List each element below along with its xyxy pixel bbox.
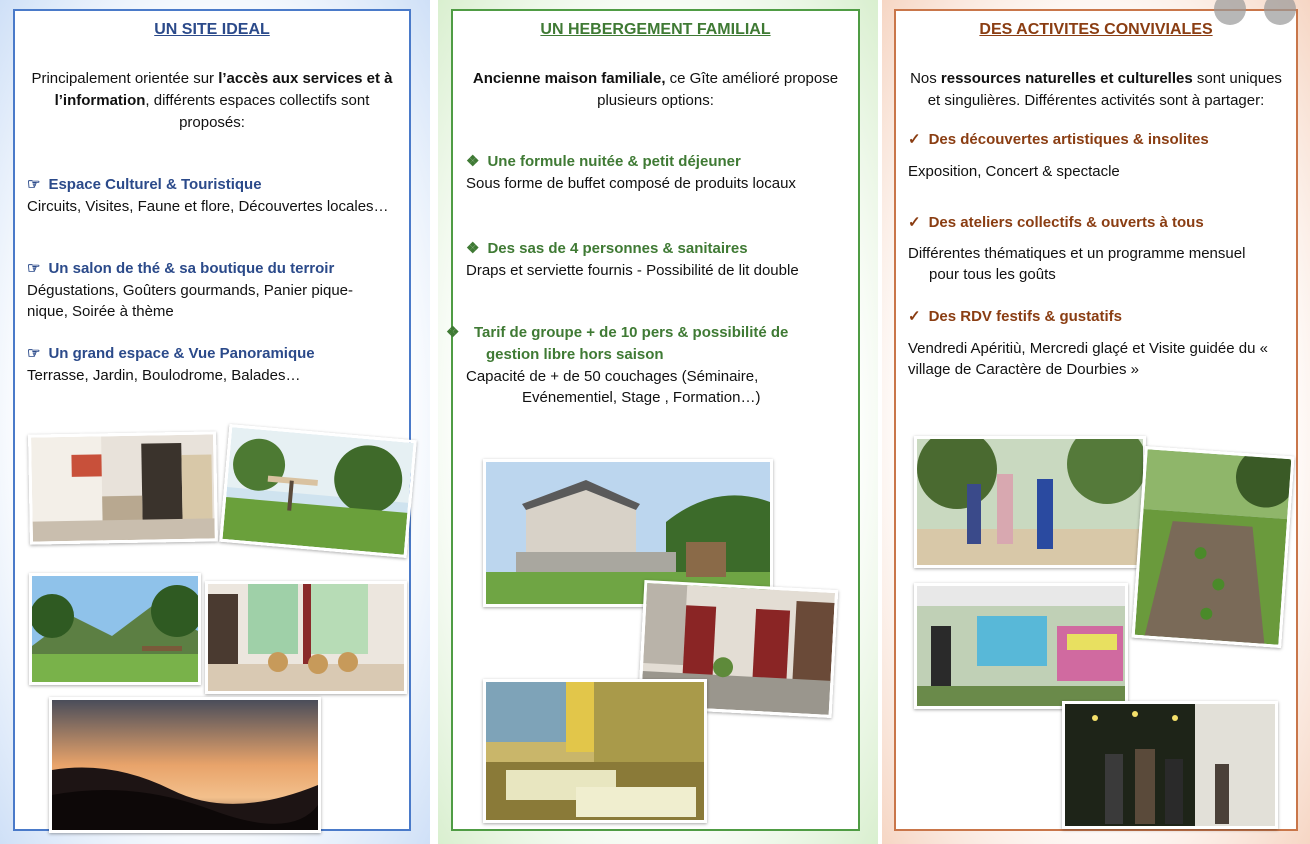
section-heading: ☞ Espace Culturel & Touristique <box>27 174 401 196</box>
panel-title: UN HEBERGEMENT FAMILIAL <box>540 21 771 38</box>
photo-table-garden <box>1131 446 1294 648</box>
photo-artistic-discovery <box>914 436 1146 568</box>
panel-activites <box>894 9 1298 831</box>
section-body: pour tous les goûts <box>929 266 1056 283</box>
section-body: Draps et serviette fournis - Possibilité de lit double <box>466 262 799 279</box>
intro-emphasis: ressources naturelles et culturelles <box>940 70 1193 87</box>
photo-bedroom <box>483 679 707 823</box>
section-heading: ☞ Un grand espace & Vue Panoramique <box>27 343 401 365</box>
photo-picnic-area <box>29 573 201 685</box>
photo-tea-room <box>205 581 407 694</box>
section-heading: ✓ Des ateliers collectifs & ouverts à tous <box>908 212 1288 234</box>
photo-terrace-garden <box>219 424 417 558</box>
section-body: Terrasse, Jardin, Boulodrome, Balades… <box>27 367 301 384</box>
intro-text: ce Gîte amélioré propose plusieurs options: <box>597 70 839 109</box>
section-body: Capacité de + de 50 couchages (Séminaire, <box>466 368 759 385</box>
checkmark-icon: ✓ <box>908 214 921 231</box>
panel-hebergement <box>446 9 860 831</box>
pointing-hand-icon: ☞ <box>27 176 41 193</box>
intro-text: sont uniques et singulières. Différentes activités sont à partager: <box>927 70 1282 109</box>
section-body: Vendredi Apéritiù, Mercredi glaçé et Visite guidée du « village de Caractère de Dourbies » <box>908 340 1268 378</box>
intro-emphasis: l’accès aux services et à l’information <box>54 70 393 109</box>
panel-intro <box>906 68 1286 112</box>
panel-intro <box>463 68 848 112</box>
photo-tourist-space <box>28 431 218 544</box>
section-heading: ❖ Une formule nuitée & petit déjeuner <box>466 151 850 173</box>
diamond-bullet-icon: ❖ <box>466 153 480 170</box>
section-body: Différentes thématiques et un programme mensuel <box>908 245 1246 262</box>
section-heading: ☞ Un salon de thé & sa boutique du terroir <box>27 258 401 280</box>
pointing-hand-icon: ☞ <box>27 345 41 362</box>
pointing-hand-icon: ☞ <box>27 260 41 277</box>
photo-sunset-panorama <box>49 697 321 833</box>
photo-festive-evening <box>1062 701 1278 829</box>
intro-text: Nos <box>910 70 941 87</box>
section-body: Dégustations, Goûters gourmands, Panier pique-nique, Soirée à thème <box>27 282 354 320</box>
section-heading: ❖ Des sas de 4 personnes & sanitaires <box>466 238 850 260</box>
checkmark-icon: ✓ <box>908 308 921 325</box>
section-heading: ✓ Des découvertes artistiques & insolites <box>908 129 1288 151</box>
panel-site-ideal <box>13 9 411 831</box>
panel-title: UN SITE IDEAL <box>154 21 270 38</box>
panel-intro <box>23 68 401 134</box>
intro-text: , différents espaces collectifs sont proposés: <box>145 92 370 131</box>
photo-workshop-painting <box>914 583 1128 709</box>
section-heading: ❖ Tarif de groupe + de 10 pers & possibilité de gestion libre hors saison <box>446 324 789 363</box>
diamond-bullet-icon: ❖ <box>466 240 480 257</box>
intro-text: Principalement orientée sur <box>31 70 219 87</box>
section-body: Exposition, Concert & spectacle <box>908 163 1120 180</box>
section-body: Sous forme de buffet composé de produits locaux <box>466 175 796 192</box>
checkmark-icon: ✓ <box>908 131 921 148</box>
panel-title: DES ACTIVITES CONVIVIALES <box>979 21 1213 38</box>
section-heading: ✓ Des RDV festifs & gustatifs <box>908 306 1288 328</box>
section-body: Circuits, Visites, Faune et flore, Découvertes locales… <box>27 198 389 215</box>
section-body: Evénementiel, Stage , Formation…) <box>522 389 761 406</box>
intro-emphasis: Ancienne maison familiale, <box>472 70 666 87</box>
